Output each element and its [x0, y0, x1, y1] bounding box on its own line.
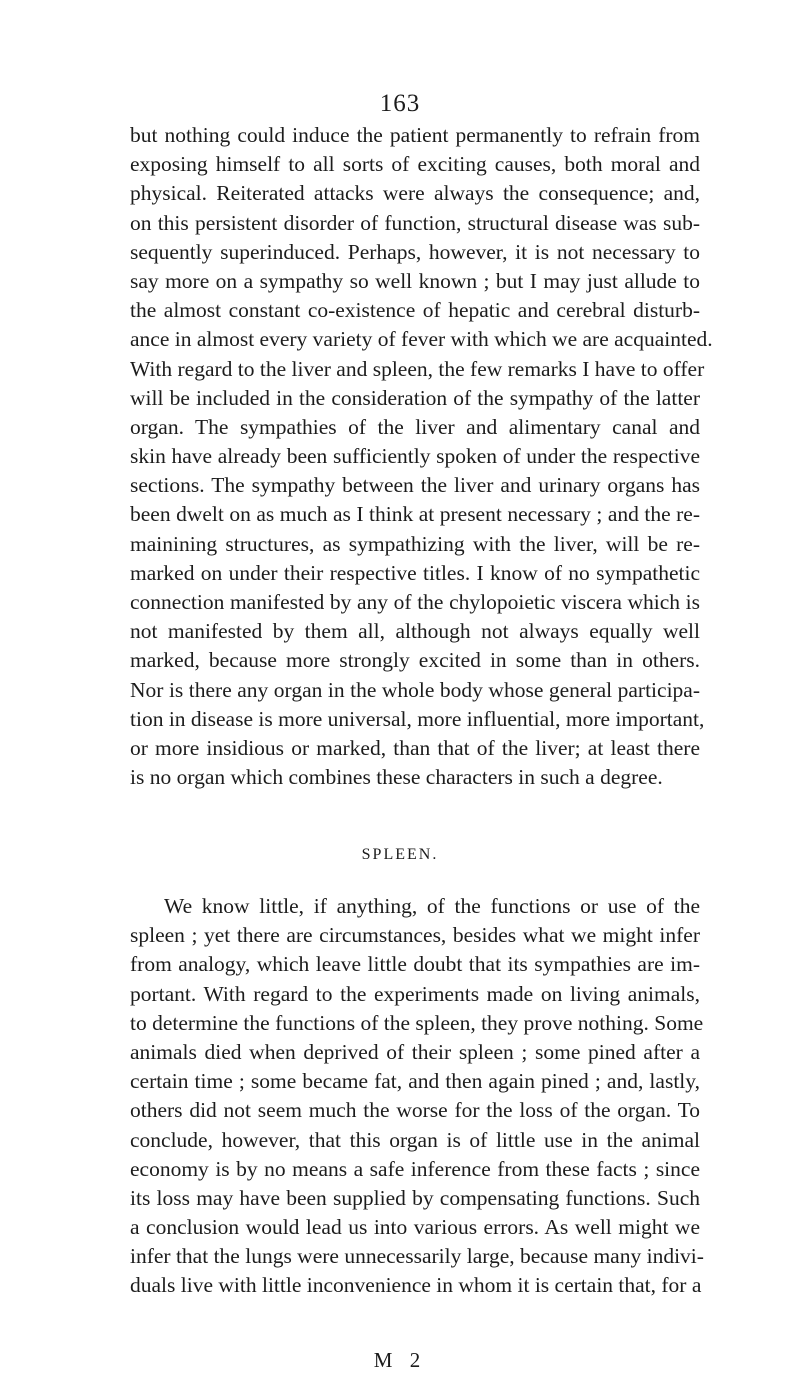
- text-line: skin have already been sufficiently spoken of under the respective: [130, 444, 700, 469]
- signature-mark: M 2: [373, 1348, 427, 1372]
- text-line: certain time ; some became fat, and then again pined ; and, lastly,: [130, 1069, 700, 1094]
- text-line: conclude, however, that this organ is of little use in the animal: [130, 1127, 700, 1152]
- text-line: connection manifested by any of the chylopoietic viscera which is: [130, 590, 700, 614]
- text-line: but nothing could induce the patient permanently to refrain from: [130, 123, 700, 147]
- section-heading-spleen: SPLEEN.: [361, 846, 439, 863]
- text-line: on this persistent disorder of function, structural disease was sub-: [130, 210, 700, 235]
- text-line: With regard to the liver and spleen, the few remarks I have to offer: [130, 356, 705, 381]
- text-line: tion in disease is more universal, more influential, more important,: [130, 706, 705, 731]
- text-line: marked, because more strongly excited in some than in others.: [130, 648, 700, 673]
- text-line: marked on under their respective titles. I know of no sympathetic: [130, 560, 700, 585]
- text-line: mainining structures, as sympathizing with the liver, will be re-: [130, 531, 700, 556]
- paragraph-liver-sympathies: [130, 121, 713, 792]
- text-line: not manifested by them all, although not always equally well: [130, 619, 700, 644]
- text-line: will be included in the consideration of the sympathy of the latter: [130, 385, 700, 410]
- text-line: sequently superinduced. Perhaps, however, it is not necessary to: [130, 239, 700, 264]
- text-line: Nor is there any organ in the whole body whose general participa-: [130, 677, 700, 702]
- text-line: organ. The sympathies of the liver and alimentary canal and: [130, 414, 700, 439]
- text-line: sections. The sympathy between the liver and urinary organs has: [130, 473, 700, 498]
- paragraph-spleen: [130, 892, 704, 1301]
- text-line: its loss may have been supplied by compensating functions. Such: [130, 1185, 700, 1210]
- text-line: duals live with little inconvenience in whom it is certain that, for a: [130, 1273, 702, 1298]
- text-line: portant. With regard to the experiments made on living animals,: [130, 981, 700, 1006]
- text-line: physical. Reiterated attacks were always the consequence; and,: [130, 181, 700, 206]
- text-line: been dwelt on as much as I think at present necessary ; and the re-: [130, 502, 700, 527]
- page-number: 163: [379, 90, 421, 117]
- text-line: infer that the lungs were unnecessarily large, because many indivi-: [130, 1244, 704, 1269]
- text-line: ance in almost every variety of fever with which we are acquainted.: [130, 327, 713, 352]
- text-line: spleen ; yet there are circumstances, besides what we might infer: [130, 923, 700, 948]
- text-line: the almost constant co-existence of hepatic and cerebral disturb-: [130, 298, 700, 323]
- text-line: to determine the functions of the spleen, they prove nothing. Some: [130, 1010, 704, 1035]
- text-line: animals died when deprived of their spleen ; some pined after a: [130, 1039, 700, 1064]
- text-line: say more on a sympathy so well known ; but I may just allude to: [130, 268, 700, 293]
- text-line: exposing himself to all sorts of exciting causes, both moral and: [130, 152, 700, 177]
- text-line: a conclusion would lead us into various errors. As well might we: [130, 1215, 700, 1240]
- text-line: is no organ which combines these characters in such a degree.: [130, 765, 663, 790]
- text-line: or more insidious or marked, than that of the liver; at least there: [130, 735, 700, 760]
- text-line: from analogy, which leave little doubt that its sympathies are im-: [130, 952, 700, 977]
- text-line: economy is by no means a safe inference from these facts ; since: [130, 1156, 700, 1181]
- text-line: others did not seem much the worse for the loss of the organ. To: [130, 1098, 700, 1123]
- text-line: We know little, if anything, of the functions or use of the: [164, 894, 700, 918]
